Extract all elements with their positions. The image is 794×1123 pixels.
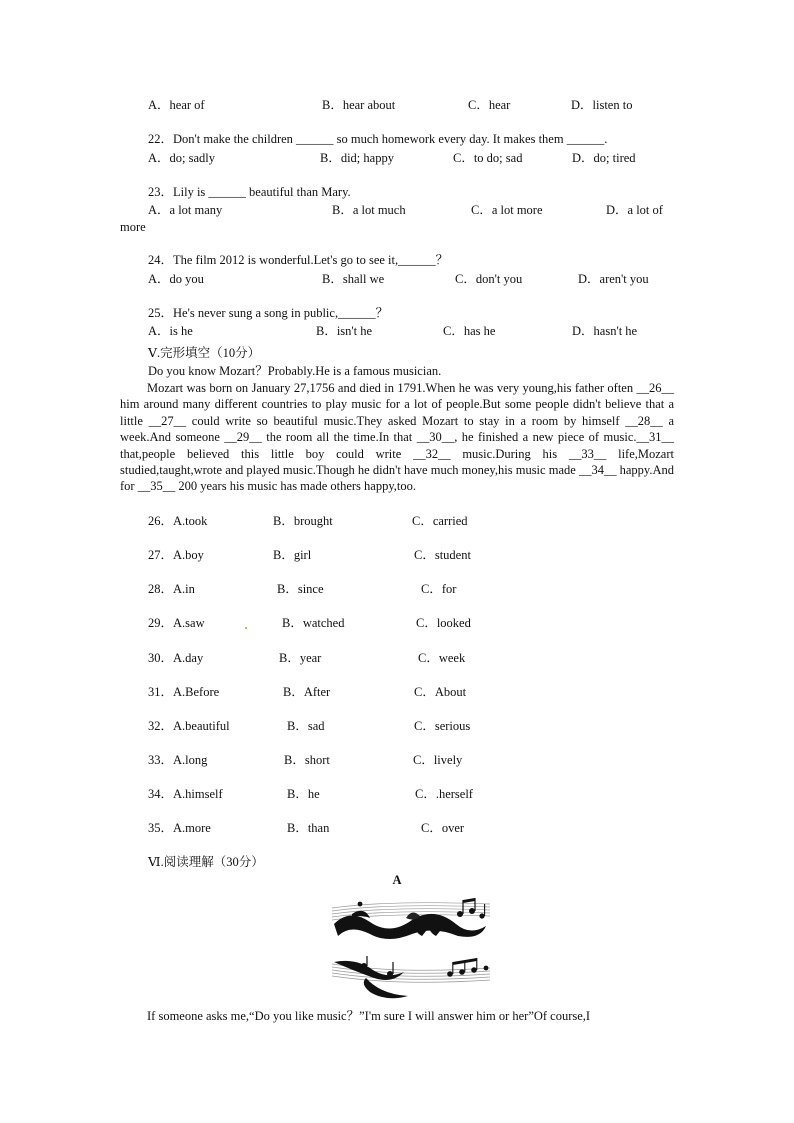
section6-heading: Ⅵ.阅读理解（30分） — [148, 855, 264, 869]
q23-option-b: B．a lot much — [332, 203, 406, 217]
cloze-33 — [148, 752, 207, 768]
music-staff-notes-icon — [330, 954, 492, 1004]
q23-option-c: C．a lot more — [471, 203, 543, 217]
q24-option-c: C．don't you — [455, 272, 523, 286]
q24-option-a: A．do you — [148, 272, 204, 286]
cloze-34-num: 34． — [148, 787, 174, 801]
q22-option-a: A．do; sadly — [148, 151, 216, 165]
q22-stem: 22．Don't make the children ______ so much homework every day. It makes them ______. — [148, 132, 608, 146]
cloze-33-b: B．short — [284, 753, 330, 767]
cloze-28-num: 28． — [148, 582, 174, 596]
cloze-27-a: A.boy — [173, 548, 204, 562]
section5-passage-text: Mozart was born on January 27,1756 and died in 1791.When he was very young,his father often __26__ him around many different countries to play music for a lot of people.But some people didn't believe that a little __27__ could write so beautiful music.They asked Mozart to stay in a room by himself __28__ a week.And someone __29__ the room all the time.In that __30__, he finished a new piece of music.__31__ that,people believed this little boy could write __32__ music.During his __33__ life,Mozart studied,taught,wrote and played music.Though he didn't have much money,his music made __34__ happy.And for __35__ 200 years his music has made others happy,too. — [120, 381, 674, 494]
q23-stem: 23．Lily is ______ beautiful than Mary. — [148, 185, 351, 199]
cloze-26-b: B．brought — [273, 514, 333, 528]
cloze-29-num: 29． — [148, 616, 174, 630]
music-staff-ribbon-icon — [330, 896, 492, 946]
q22-option-c: C．to do; sad — [453, 151, 523, 165]
cloze-30 — [148, 650, 203, 666]
cloze-28-b: B．since — [277, 582, 324, 596]
cloze-26-a: A.took — [173, 514, 208, 528]
cloze-35-c: C．over — [421, 821, 465, 835]
cloze-34-a: A.himself — [173, 787, 223, 801]
cloze-33-num: 33． — [148, 753, 174, 767]
cloze-32-b: B．sad — [287, 719, 325, 733]
q23-option-d: D．a lot of — [606, 203, 663, 217]
q25-option-c: C．has he — [443, 324, 496, 338]
cloze-32-a: A.beautiful — [173, 719, 230, 733]
cloze-26 — [148, 513, 207, 529]
q24-stem: 24．The film 2012 is wonderful.Let's go to see it,______？ — [148, 253, 449, 267]
cloze-33-a: A.long — [173, 753, 208, 767]
q22-option-d: D．do; tired — [572, 151, 636, 165]
cloze-34 — [148, 786, 223, 802]
cloze-32-c: C．serious — [414, 719, 471, 733]
cloze-31-b: B．After — [283, 685, 331, 699]
cloze-29-b: B．watched — [282, 616, 345, 630]
cloze-31-c: C．About — [414, 685, 467, 699]
cloze-30-c: C．week — [418, 651, 466, 665]
cloze-31-a: A.Before — [173, 685, 220, 699]
stray-dot — [245, 627, 247, 629]
cloze-26-c: C．carried — [412, 514, 468, 528]
q21-option-d: D．listen to — [571, 98, 633, 112]
section5-heading: Ⅴ.完形填空（10分） — [148, 346, 261, 360]
cloze-29 — [148, 615, 205, 631]
section6-first-line-text: If someone asks me,“Do you like music？”I'm sure I will answer him or her”Of course,I — [147, 1009, 591, 1023]
q23-option-d-wrap: more — [120, 220, 146, 234]
q25-stem: 25．He's never sung a song in public,______？ — [148, 306, 389, 320]
cloze-27 — [148, 547, 204, 563]
cloze-32 — [148, 718, 230, 734]
cloze-35-a: A.more — [173, 821, 211, 835]
cloze-35-num: 35． — [148, 821, 174, 835]
cloze-30-num: 30． — [148, 651, 174, 665]
section5-passage — [120, 380, 674, 495]
q25-option-a: A．is he — [148, 324, 193, 338]
cloze-28 — [148, 581, 195, 597]
q21-option-c: C．hear — [468, 98, 511, 112]
cloze-27-num: 27． — [148, 548, 174, 562]
q22-option-b: B．did; happy — [320, 151, 394, 165]
q23-option-a: A．a lot many — [148, 203, 223, 217]
cloze-26-num: 26． — [148, 514, 174, 528]
cloze-33-c: C．lively — [413, 753, 463, 767]
cloze-30-a: A.day — [173, 651, 204, 665]
q21-option-b: B．hear about — [322, 98, 396, 112]
q25-option-d: D．hasn't he — [572, 324, 638, 338]
q21-option-a: A．hear of — [148, 98, 205, 112]
section6-first-line — [120, 1008, 674, 1024]
cloze-34-c: C．.herself — [415, 787, 473, 801]
cloze-35 — [148, 820, 211, 836]
q24-option-d: D．aren't you — [578, 272, 649, 286]
cloze-32-num: 32． — [148, 719, 174, 733]
cloze-27-c: C．student — [414, 548, 471, 562]
q25-option-b: B．isn't he — [316, 324, 373, 338]
cloze-34-b: B．he — [287, 787, 320, 801]
cloze-28-a: A.in — [173, 582, 195, 596]
cloze-28-c: C．for — [421, 582, 457, 596]
cloze-30-b: B．year — [279, 651, 322, 665]
q24-option-b: B．shall we — [322, 272, 385, 286]
cloze-31 — [148, 684, 219, 700]
cloze-35-b: B．than — [287, 821, 330, 835]
cloze-31-num: 31． — [148, 685, 174, 699]
cloze-29-a: A.saw — [173, 616, 205, 630]
section5-intro: Do you know Mozart？Probably.He is a famous musician. — [148, 364, 442, 378]
section6-part-label: A — [392, 873, 402, 887]
cloze-27-b: B．girl — [273, 548, 312, 562]
cloze-29-c: C．looked — [416, 616, 471, 630]
